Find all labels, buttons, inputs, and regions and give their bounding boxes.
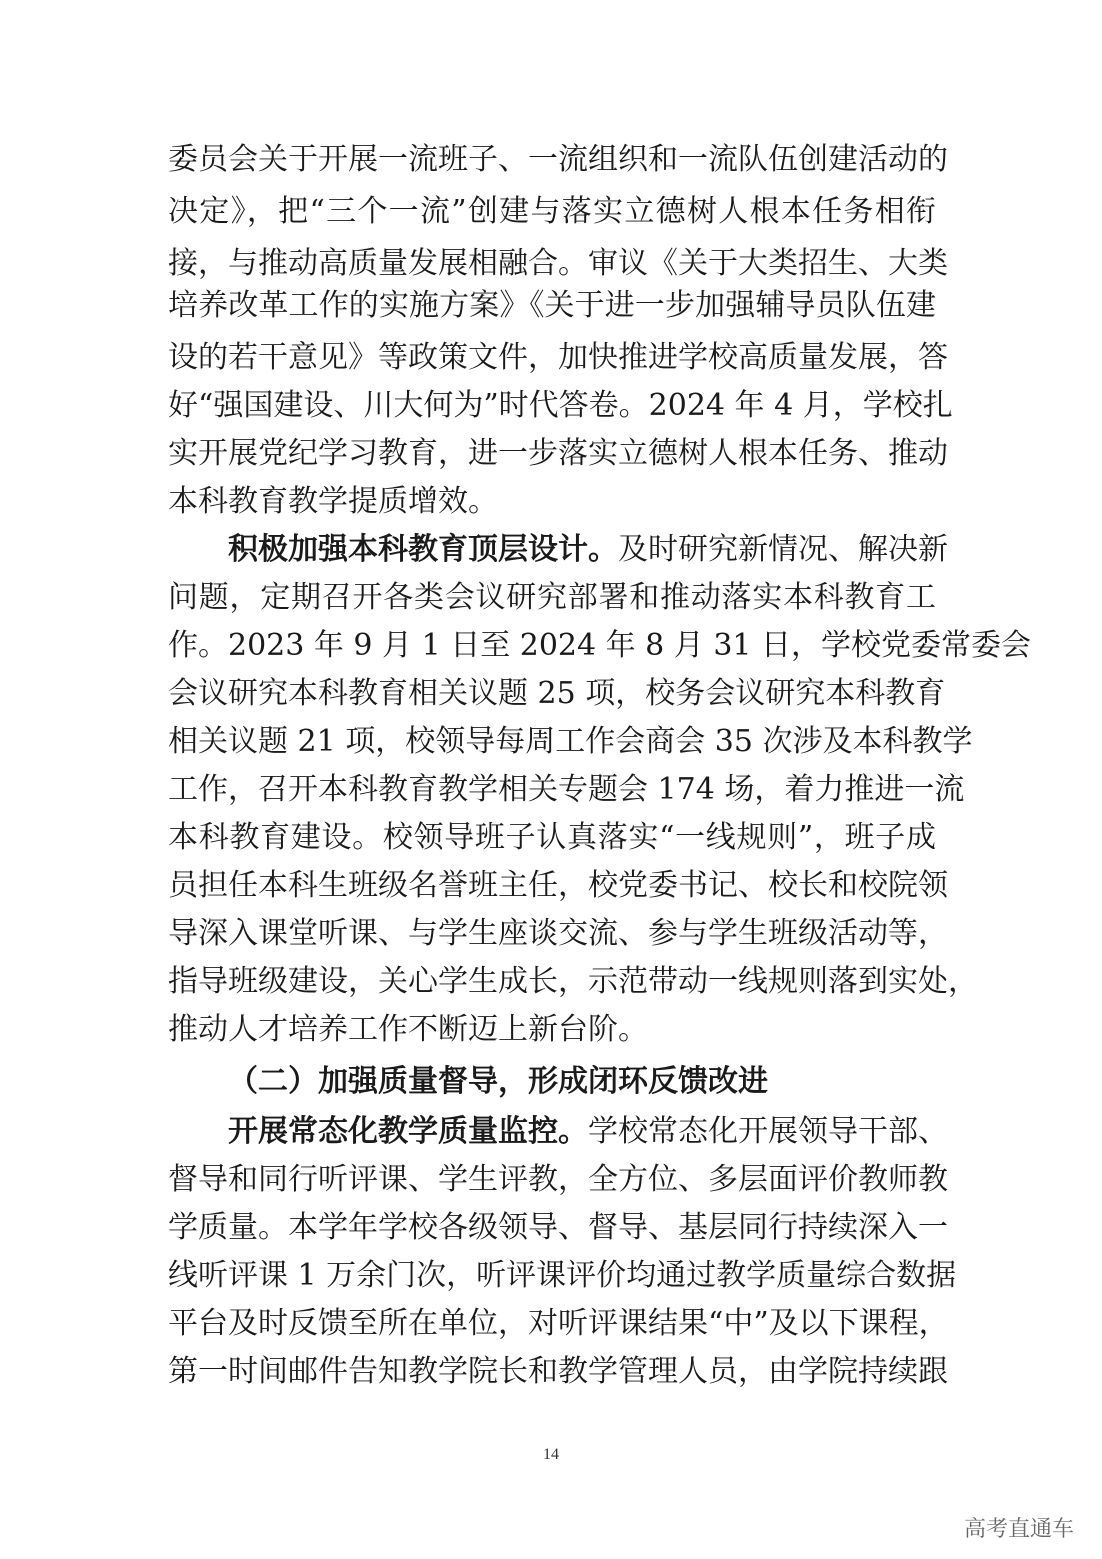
page-number: 14 [543,1446,559,1463]
paragraph-first-line [228,1106,948,1158]
body-text-line: 好“强国建设、川大何为”时代答卷。2024 年 4 月，学校扎 [168,388,953,423]
body-text-line: 设的若干意见》等政策文件，加快推进学校高质量发展，答 [168,340,948,375]
section-heading: （二）加强质量督导，形成闭环反馈改进 [228,1064,768,1099]
body-text-line: 实开展党纪学习教育，进一步落实立德树人根本任务、推动 [168,436,948,471]
body-text-line: 第一时间邮件告知教学院长和教学管理人员，由学院持续跟 [168,1354,948,1389]
body-text-line: 督导和同行听评课、学生评教，全方位、多层面评价教师教 [168,1162,948,1197]
body-text-line: 会议研究本科教育相关议题 25 项，校务会议研究本科教育 [168,676,946,711]
body-text-line: 培养改革工作的实施方案》《关于进一步加强辅导员队伍建 [168,288,936,323]
body-text-line: 推动人才培养工作不断迈上新台阶。 [168,1012,648,1047]
body-text-line: 决定》，把“三个一流”创建与落实立德树人根本任务相衔 [168,194,936,229]
paragraph-first-line-rest: 学校常态化开展领导干部、 [588,1114,948,1149]
body-text-line: 问题，定期召开各类会议研究部署和推动落实本科教育工 [168,580,936,615]
body-text-line: 相关议题 21 项，校领导每周工作会商会 35 次涉及本科教学 [168,724,973,759]
watermark: 高考直通车 [963,1517,1074,1542]
body-text-line: 工作，召开本科教育教学相关专题会 174 场，着力推进一流 [168,772,965,807]
body-text-line: 员担任本科生班级名誉班主任，校党委书记、校长和校院领 [168,868,948,903]
paragraph-lead-phrase: 开展常态化教学质量监控。 [228,1114,588,1149]
body-text-line: 学质量。本学年学校各级领导、督导、基层同行持续深入一 [168,1210,948,1245]
body-text-line: 本科教育教学提质增效。 [168,484,498,519]
paragraph-first-line [228,524,948,576]
body-text-line: 平台及时反馈至所在单位，对听评课结果“中”及以下课程， [168,1306,949,1341]
body-text-line: 接，与推动高质量发展相融合。审议《关于大类招生、大类 [168,246,948,281]
body-text-line: 线听评课 1 万余门次，听评课评价均通过教学质量综合数据 [168,1258,957,1293]
body-text-line: 指导班级建设，关心学生成长，示范带动一线规则落到实处， [168,964,978,999]
body-text-line: 委员会关于开展一流班子、一流组织和一流队伍创建活动的 [168,142,948,177]
body-text-line: 本科教育建设。校领导班子认真落实“一线规则”，班子成 [168,820,936,855]
body-text-line: 作。2023 年 9 月 1 日至 2024 年 8 月 31 日，学校党委常委会 [168,628,1032,663]
paragraph-lead-phrase: 积极加强本科教育顶层设计。 [228,532,618,567]
body-text-line: 导深入课堂听课、与学生座谈交流、参与学生班级活动等， [168,916,948,951]
paragraph-first-line-rest: 及时研究新情况、解决新 [618,532,948,567]
